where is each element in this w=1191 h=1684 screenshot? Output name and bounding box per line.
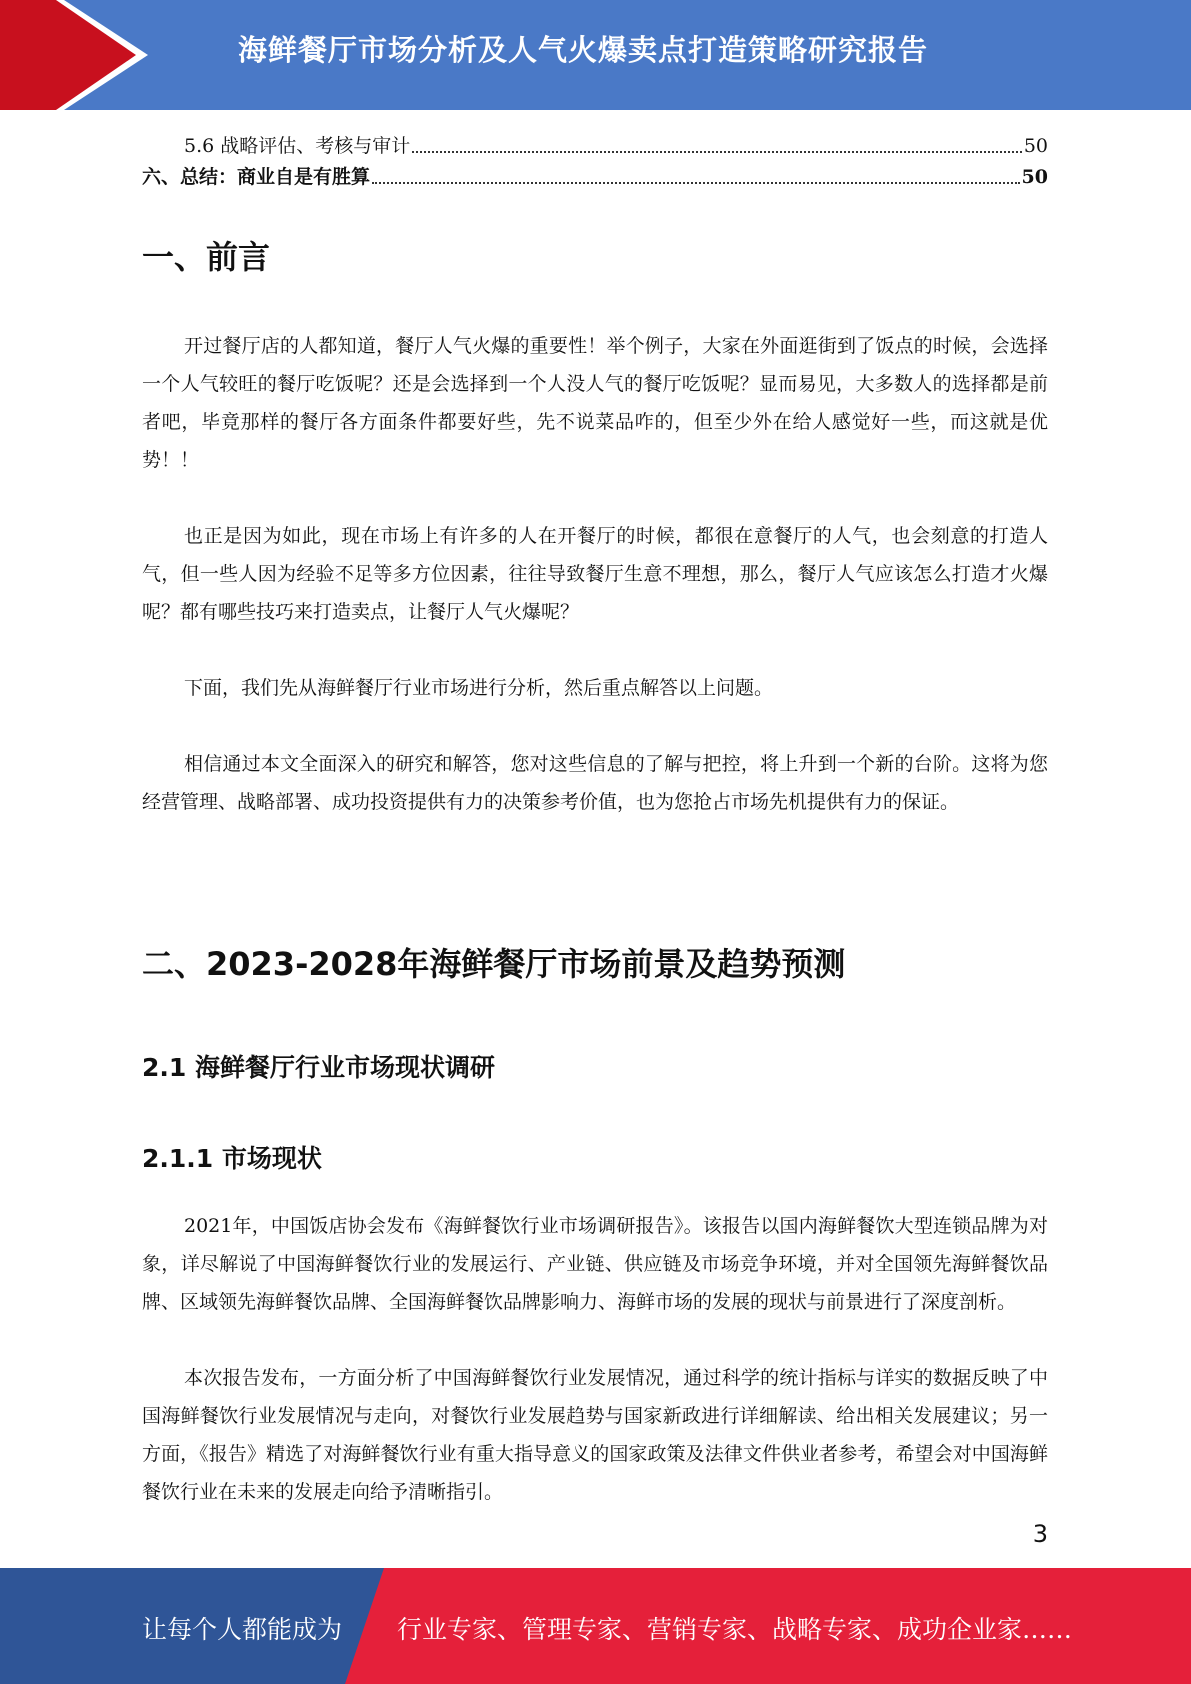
- page-number: 3: [1032, 1520, 1048, 1548]
- paragraph: 本次报告发布，一方面分析了中国海鲜餐饮行业发展情况，通过科学的统计指标与详实的数据反映了中国海鲜餐饮行业发展情况与走向，对餐饮行业发展趋势与国家新政进行详细解读、给出相关发展建议；另一方面，《报告》精选了对海鲜餐饮行业有重大指导意义的国家政策及法律文件供业者参考，希望会对中国海鲜餐饮行业在未来的发展走向给予清晰指引。: [142, 1367, 1048, 1503]
- toc-entry-label: 六、总结：商业自是有胜算: [142, 166, 371, 188]
- header-title: 海鲜餐厅市场分析及人气火爆卖点打造策略研究报告: [238, 33, 929, 67]
- page-header: [0, 0, 1191, 110]
- toc-entry-page: 50: [1021, 166, 1048, 188]
- paragraph: 也正是因为如此，现在市场上有许多的人在开餐厅的时候，都很在意餐厅的人气，也会刻意的打造人气，但一些人因为经验不足等多方位因素，往往导致餐厅生意不理想，那么，餐厅人气应该怎么打造才火爆呢？都有哪些技巧来打造卖点，让餐厅人气火爆呢？: [142, 525, 1048, 623]
- footer-slogan-left: 让每个人都能成为: [142, 1615, 343, 1644]
- chapter-title: 二、2023-2028年海鲜餐厅市场前景及趋势预测: [142, 945, 846, 983]
- page-footer: [0, 1568, 1191, 1684]
- paragraph: 相信通过本文全面深入的研究和解答，您对这些信息的了解与把控，将上升到一个新的台阶。这将为您经营管理、战略部署、成功投资提供有力的决策参考价值，也为您抢占市场先机提供有力的保证。: [142, 753, 1048, 813]
- subsection-heading: 2.1.1 市场现状: [142, 1144, 322, 1173]
- section-title-preface: 一、前言: [142, 238, 271, 276]
- paragraph: 2021年，中国饭店协会发布《海鲜餐饮行业市场调研报告》。该报告以国内海鲜餐饮大型连锁品牌为对象，详尽解说了中国海鲜餐饮行业的发展运行、产业链、供应链及市场竞争环境，并对全国领先海鲜餐饮品牌、区域领先海鲜餐饮品牌、全国海鲜餐饮品牌影响力、海鲜市场的发展的现状与前景进行了深度剖析。: [142, 1215, 1048, 1313]
- toc-entry[interactable]: [142, 162, 1048, 189]
- paragraph: 下面，我们先从海鲜餐厅行业市场进行分析，然后重点解答以上问题。: [184, 677, 774, 699]
- toc-entry-page: 50: [1023, 135, 1048, 157]
- section-heading: 2.1 海鲜餐厅行业市场现状调研: [142, 1053, 495, 1082]
- toc-leader-dots: [372, 182, 1020, 184]
- footer-slogan-right: 行业专家、管理专家、营销专家、战略专家、成功企业家……: [397, 1615, 1073, 1644]
- toc-entry[interactable]: [142, 131, 1048, 158]
- toc-entry-label: 5.6 战略评估、考核与审计: [184, 135, 411, 157]
- toc-leader-dots: [412, 151, 1022, 153]
- paragraph: 开过餐厅店的人都知道，餐厅人气火爆的重要性！举个例子，大家在外面逛街到了饭点的时候，会选择一个人气较旺的餐厅吃饭呢？还是会选择到一个人没人气的餐厅吃饭呢？显而易见，大多数人的选择都是前者吧，毕竟那样的餐厅各方面条件都要好些，先不说菜品咋的，但至少外在给人感觉好一些，而这就是优势！！: [142, 335, 1048, 471]
